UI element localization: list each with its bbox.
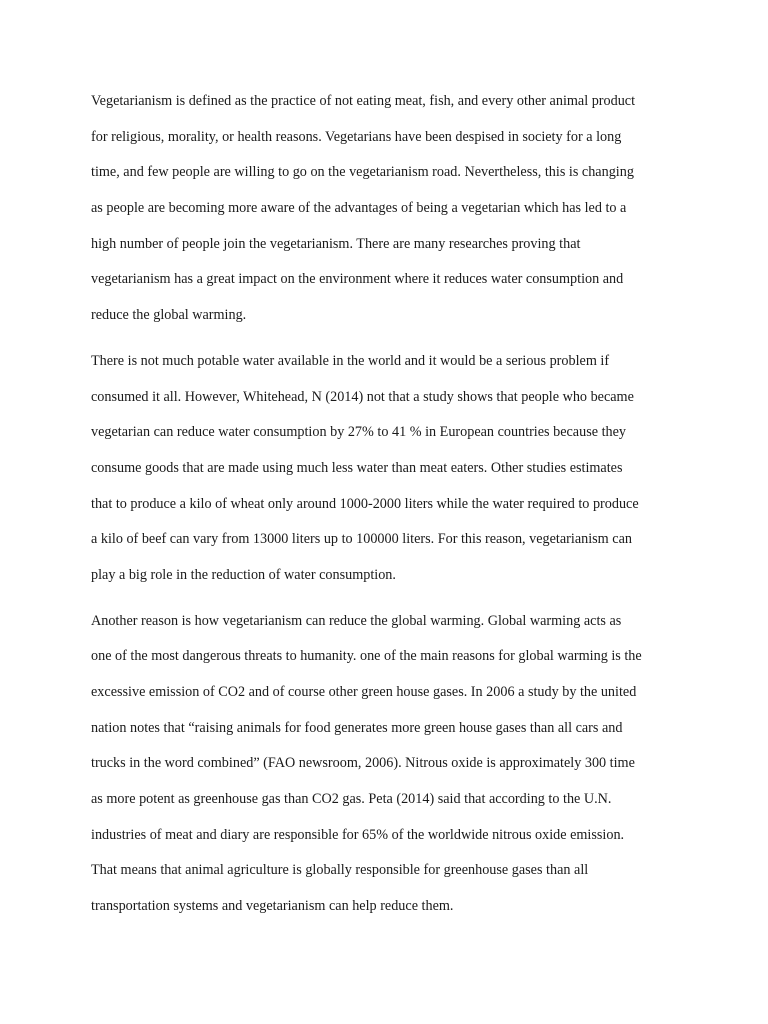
text-line: excessive emission of CO2 and of course other green house gases. In 2006 a study by the united [91, 684, 637, 700]
text-line: consumed it all. However, Whitehead, N (2014) not that a study shows that people who became [91, 388, 634, 405]
text-line: for religious, morality, or health reasons. Vegetarians have been despised in society for a long [91, 128, 622, 145]
text-line: nation notes that “raising animals for food generates more green house gases than all cars and [91, 719, 623, 736]
text-line: Vegetarianism is defined as the practice of not eating meat, fish, and every other animal product [91, 93, 636, 109]
paragraph-intro [91, 84, 691, 334]
text-line: vegetarianism has a great impact on the environment where it reduces water consumption and [91, 271, 624, 288]
text-line: vegetarian can reduce water consumption by 27% to 41 % in European countries because they [91, 424, 626, 441]
paragraph-global-warming [91, 604, 691, 925]
text-line: Another reason is how vegetarianism can reduce the global warming. Global warming acts as [91, 612, 622, 629]
text-line: high number of people join the vegetarianism. There are many researches proving that [91, 235, 581, 252]
text-line: consume goods that are made using much less water than meat eaters. Other studies estimates [91, 459, 623, 476]
text-line: a kilo of beef can vary from 13000 liters up to 100000 liters. For this reason, vegetarianism can [91, 531, 632, 548]
document-body [91, 84, 691, 935]
text-line: reduce the global warming. [91, 307, 247, 324]
text-line: industries of meat and diary are responsible for 65% of the worldwide nitrous oxide emission. [91, 826, 625, 843]
text-line: one of the most dangerous threats to humanity. one of the main reasons for global warming is the [91, 648, 642, 665]
text-line: transportation systems and vegetarianism can help reduce them. [91, 898, 454, 915]
text-line: that to produce a kilo of wheat only around 1000-2000 liters while the water required to produce [91, 495, 639, 512]
text-line: time, and few people are willing to go on the vegetarianism road. Nevertheless, this is changing [91, 164, 634, 181]
text-line: play a big role in the reduction of water consumption. [91, 566, 396, 583]
text-line: There is not much potable water available in the world and it would be a serious problem if [91, 352, 610, 369]
text-line: trucks in the word combined” (FAO newsroom, 2006). Nitrous oxide is approximately 300 time [91, 755, 635, 772]
text-line: as more potent as greenhouse gas than CO2 gas. Peta (2014) said that according to the U.N. [91, 791, 612, 808]
text-line: as people are becoming more aware of the advantages of being a vegetarian which has led to a [91, 200, 627, 217]
text-line: That means that animal agriculture is globally responsible for greenhouse gases than all [91, 862, 589, 879]
paragraph-water [91, 344, 691, 594]
